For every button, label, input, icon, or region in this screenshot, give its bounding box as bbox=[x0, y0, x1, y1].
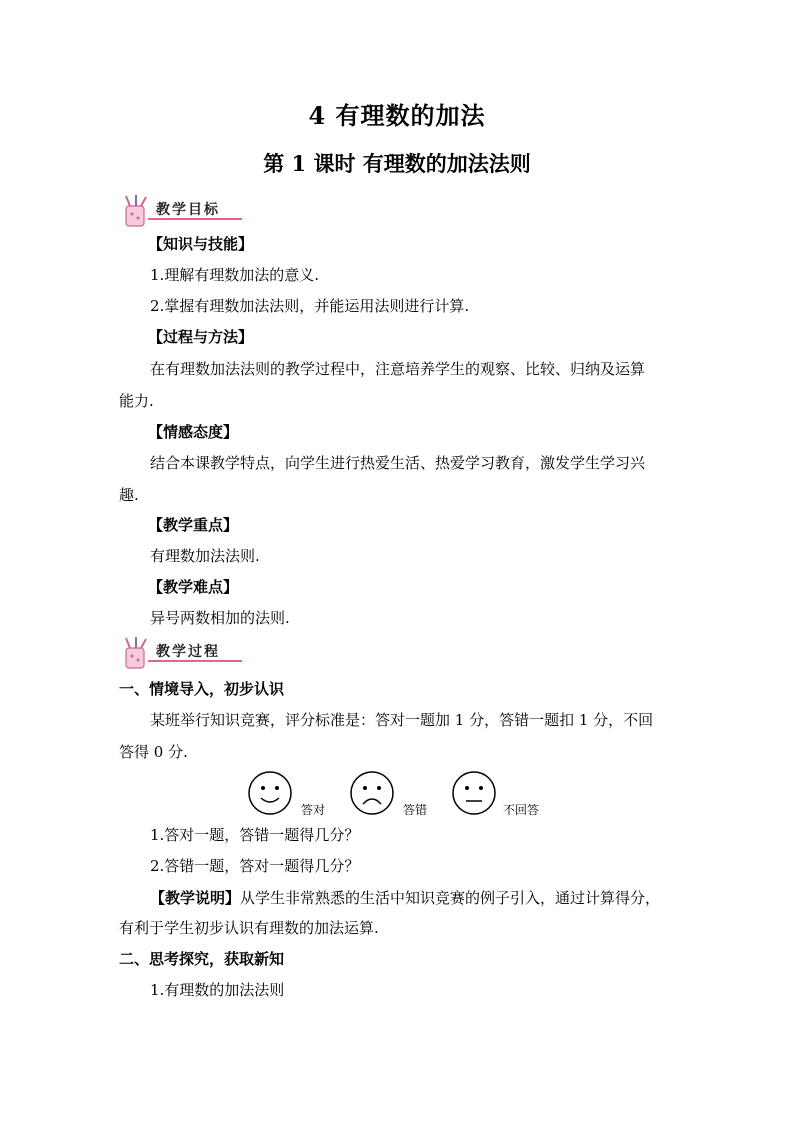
question-2: 2.答错一题，答对一题得几分？ bbox=[150, 857, 360, 875]
knowledge-heading: 【知识与技能】 bbox=[148, 235, 254, 253]
key-point-text: 有理数加法法则. bbox=[150, 547, 260, 565]
knowledge-item-2: 2.掌握有理数加法法则，并能运用法则进行计算. bbox=[150, 297, 470, 315]
page-title: 4 有理数的加法 bbox=[308, 101, 486, 130]
no-answer-label: 不回答 bbox=[503, 803, 540, 817]
teaching-note-line2: 有利于学生初步认识有理数的加法运算. bbox=[119, 919, 379, 937]
badge-underline bbox=[148, 660, 242, 662]
neutral-face-icon bbox=[451, 770, 497, 816]
smiley-face-icon bbox=[247, 770, 293, 816]
part1-text-line1: 某班举行知识竞赛，评分标准是：答对一题加 1 分，答错一题扣 1 分，不回 bbox=[150, 711, 654, 729]
part2-heading: 二、思考探究，获取新知 bbox=[119, 950, 285, 968]
sad-face-icon bbox=[349, 770, 395, 816]
process-method-heading: 【过程与方法】 bbox=[148, 328, 254, 346]
difficulty-heading: 【教学难点】 bbox=[148, 578, 239, 596]
part1-text-line2: 答得 0 分. bbox=[119, 743, 188, 761]
objectives-badge-label: 教学目标 bbox=[156, 202, 220, 218]
badge-underline bbox=[148, 218, 242, 220]
teaching-note-heading: 【教学说明】 bbox=[150, 889, 241, 907]
question-1: 1.答对一题，答错一题得几分？ bbox=[150, 826, 360, 844]
key-point-heading: 【教学重点】 bbox=[148, 516, 239, 534]
attitude-text-line2: 趣. bbox=[119, 486, 139, 504]
part1-heading: 一、情境导入，初步认识 bbox=[119, 680, 285, 698]
difficulty-text: 异号两数相加的法则. bbox=[150, 609, 290, 627]
wrong-answer-label: 答错 bbox=[403, 803, 428, 817]
lesson-subtitle: 第 1 课时 有理数的加法法则 bbox=[263, 151, 531, 176]
part2-item-1: 1.有理数的加法法则 bbox=[150, 981, 285, 999]
attitude-heading: 【情感态度】 bbox=[148, 423, 239, 441]
process-badge bbox=[118, 636, 242, 670]
process-method-text-line1: 在有理数加法法则的教学过程中，注意培养学生的观察、比较、归纳及运算 bbox=[150, 360, 646, 378]
teaching-note-line1 bbox=[150, 888, 660, 908]
correct-answer-label: 答对 bbox=[301, 803, 326, 817]
objectives-badge bbox=[118, 194, 242, 228]
knowledge-item-1: 1.理解有理数加法的意义. bbox=[150, 266, 320, 284]
attitude-text-line1: 结合本课教学特点，向学生进行热爱生活、热爱学习教育，激发学生学习兴 bbox=[150, 454, 646, 472]
process-method-text-line2: 能力. bbox=[119, 392, 154, 410]
process-badge-label: 教学过程 bbox=[156, 644, 220, 660]
pencil-cup-icon bbox=[118, 194, 154, 228]
pencil-cup-icon bbox=[118, 636, 154, 670]
teaching-note-text: 从学生非常熟悉的生活中知识竞赛的例子引入，通过计算得分， bbox=[240, 889, 661, 907]
